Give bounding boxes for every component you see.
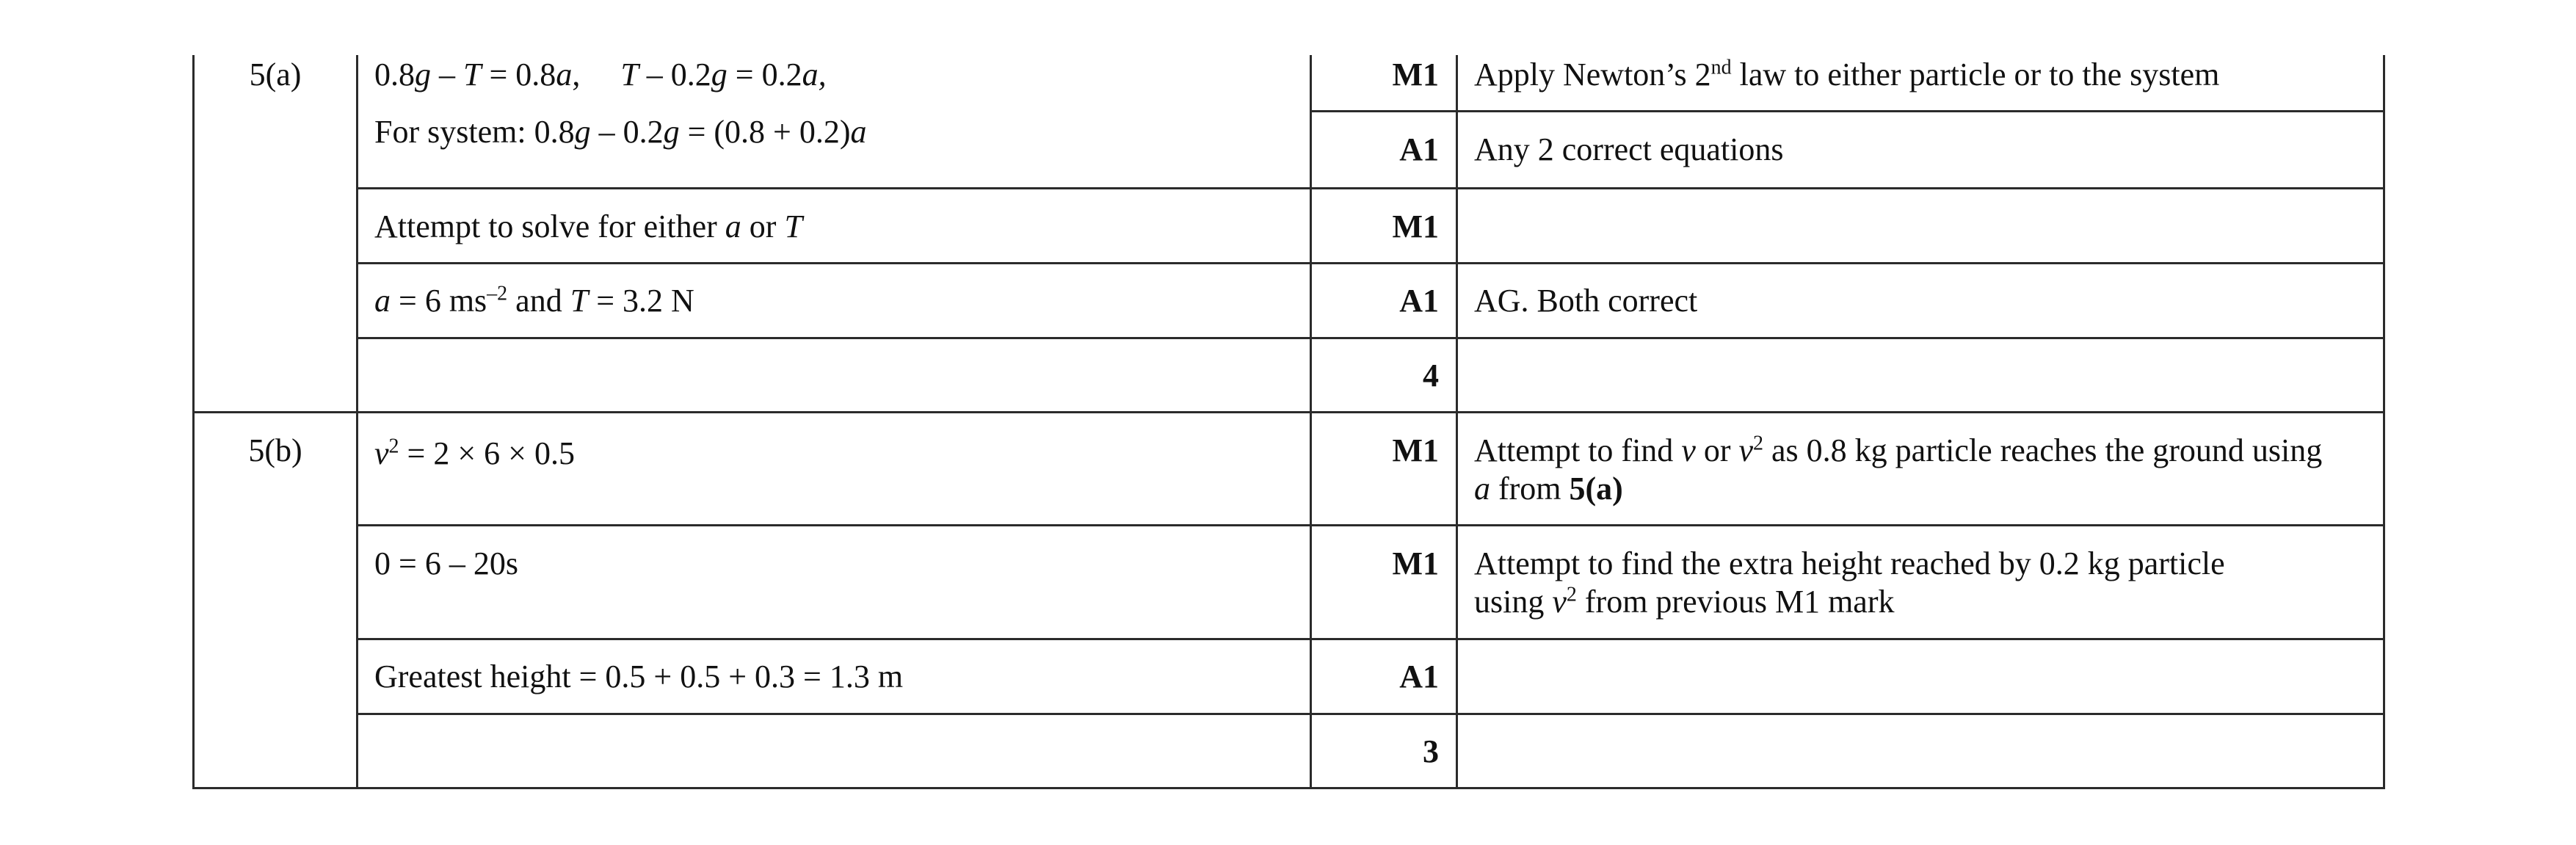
guidance-text: Attempt to find the extra height reached by 0.2 kg particle [1474, 545, 2225, 581]
guidance-text: using $v^2$ from previous M1 mark [1474, 583, 1895, 620]
mark-cell: A1 [1399, 659, 1439, 695]
answer-text: a = 6 $ms^{-2}$ and T = 3.2 N [374, 282, 694, 319]
answer-text: Attempt to solve for either a or T [374, 208, 802, 244]
table-divider-answer [1310, 55, 1312, 789]
table-divider-question [356, 55, 358, 789]
row-line [356, 638, 2385, 640]
question-separator-line [192, 411, 2385, 413]
row-line [356, 713, 2385, 715]
answer-text: 0 = 6 – 20s [374, 545, 518, 581]
mark-cell: A1 [1399, 283, 1439, 319]
row-line [356, 524, 2385, 526]
answer-text: For system: 0.8g – 0.2g = (0.8 + 0.2)a [374, 114, 867, 150]
answer-text: 0.8g – T = 0.8a, T – 0.2g = 0.2a, [374, 57, 827, 93]
row-line [356, 262, 2385, 264]
mark-total: 4 [1423, 358, 1439, 394]
mark-cell: M1 [1392, 432, 1439, 468]
table-border-left [192, 55, 195, 789]
guidance-text: Apply Newton’s 2nd law to either particle or to the system [1474, 56, 2220, 93]
mark-cell: M1 [1392, 57, 1439, 93]
guidance-text: Attempt to find v or $v^2$ as 0.8 kg particle reaches the ground using [1474, 432, 2323, 468]
mark-total: 3 [1423, 733, 1439, 769]
question-label: 5(b) [248, 432, 302, 468]
row-line [356, 337, 2385, 339]
guidance-text: AG. Both correct [1474, 283, 1698, 319]
question-label: 5(a) [249, 57, 302, 93]
row-line [1310, 110, 2385, 112]
table-border-right [2383, 55, 2385, 789]
row-line [356, 187, 2385, 189]
answer-text: Greatest height = 0.5 + 0.5 + 0.3 = 1.3 m [374, 659, 904, 695]
table-border-bottom [192, 787, 2385, 789]
guidance-text: a from 5(a) [1474, 471, 1623, 507]
guidance-text: Any 2 correct equations [1474, 131, 1784, 167]
mark-cell: M1 [1392, 545, 1439, 581]
mark-cell: A1 [1399, 131, 1439, 167]
answer-text: $v^2 = 2 \times 6 \times 0.5$ [374, 435, 575, 471]
table-divider-mark [1456, 55, 1458, 789]
mark-cell: M1 [1392, 208, 1439, 244]
